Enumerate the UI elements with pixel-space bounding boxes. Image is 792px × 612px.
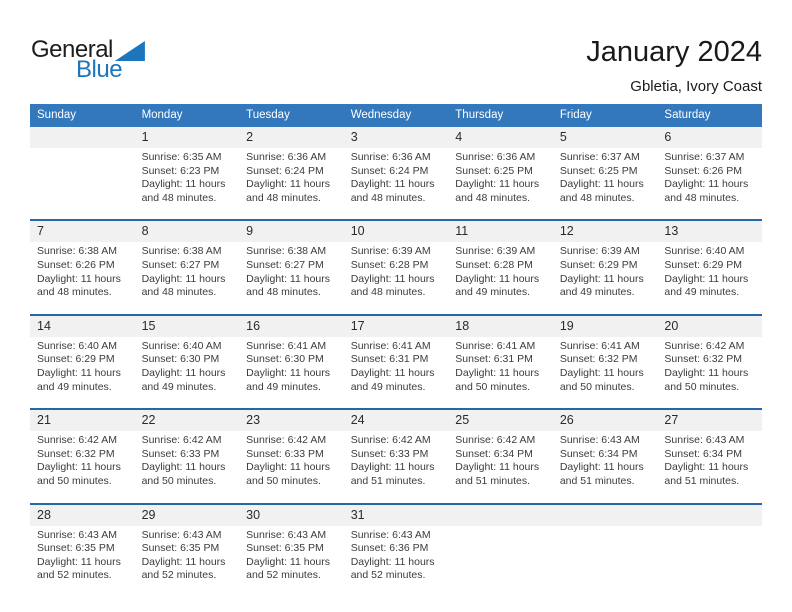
day-number: 10 <box>350 224 365 239</box>
sunrise-text: Sunrise: 6:43 AM <box>664 434 745 447</box>
date-strip <box>30 221 762 242</box>
sunset-text: Sunset: 6:25 PM <box>455 164 533 177</box>
sunrise-text: Sunrise: 6:38 AM <box>246 245 327 258</box>
sunrise-text: Sunrise: 6:42 AM <box>350 434 431 447</box>
weeks-container <box>30 127 762 597</box>
day-info-cell <box>135 337 240 408</box>
day-info-cell <box>553 337 658 408</box>
logo-blue-text: Blue <box>76 56 123 83</box>
daylight-text: Daylight: 11 hours and 48 minutes. <box>246 272 330 299</box>
day-number: 12 <box>559 224 574 239</box>
daylight-text: Daylight: 11 hours and 48 minutes. <box>350 178 435 204</box>
daylight-text: Daylight: 11 hours and 50 minutes. <box>455 366 540 393</box>
daylight-text: Daylight: 11 hours and 48 minutes. <box>246 178 330 204</box>
sunset-text: Sunset: 6:31 PM <box>350 353 429 366</box>
day-number: 3 <box>350 130 358 144</box>
daylight-text: Daylight: 11 hours and 51 minutes. <box>664 461 749 487</box>
month-title: January 2024 <box>586 36 762 68</box>
daylight-text: Daylight: 11 hours and 51 minutes. <box>455 461 540 487</box>
sunset-text: Sunset: 6:27 PM <box>141 258 220 271</box>
sunset-text: Sunset: 6:36 PM <box>350 542 429 555</box>
day-number: 24 <box>350 413 365 428</box>
sunset-text: Sunset: 6:35 PM <box>141 542 220 555</box>
daylight-text: Daylight: 11 hours and 50 minutes. <box>37 461 121 487</box>
sunset-text: Sunset: 6:29 PM <box>559 258 638 271</box>
day-number: 7 <box>37 224 44 239</box>
sunrise-text: Sunrise: 6:41 AM <box>455 339 536 352</box>
day-number: 22 <box>141 413 156 428</box>
day-info-cell <box>30 337 135 408</box>
day-number: 19 <box>559 318 574 333</box>
daylight-text: Daylight: 11 hours and 48 minutes. <box>350 272 435 299</box>
day-number-empty <box>30 127 135 148</box>
day-info-cell <box>553 431 658 502</box>
sunrise-text: Sunrise: 6:42 AM <box>246 434 327 447</box>
sunrise-text: Sunrise: 6:42 AM <box>141 434 222 447</box>
day-info-cell <box>448 431 553 502</box>
daylight-text: Daylight: 11 hours and 48 minutes. <box>37 272 121 299</box>
day-info-cell <box>448 242 553 313</box>
sunrise-text: Sunrise: 6:43 AM <box>350 528 431 541</box>
daylight-text: Daylight: 11 hours and 52 minutes. <box>246 555 330 582</box>
day-info-cell <box>135 148 240 219</box>
sunrise-text: Sunrise: 6:39 AM <box>350 245 431 258</box>
day-info-cell <box>344 148 449 219</box>
week-row <box>30 219 762 313</box>
day-info-cell <box>30 431 135 502</box>
day-number: 1 <box>141 130 149 144</box>
sunset-text: Sunset: 6:30 PM <box>246 353 324 366</box>
day-info-cell-empty <box>448 526 553 597</box>
day-number-empty <box>553 505 658 526</box>
sunset-text: Sunset: 6:35 PM <box>37 542 115 555</box>
sunset-text: Sunset: 6:34 PM <box>455 447 533 460</box>
sunset-text: Sunset: 6:32 PM <box>664 353 743 366</box>
daylight-text: Daylight: 11 hours and 52 minutes. <box>141 555 226 582</box>
day-info-cell <box>30 526 135 597</box>
sunrise-text: Sunrise: 6:37 AM <box>559 151 640 163</box>
sunset-text: Sunset: 6:29 PM <box>664 258 743 271</box>
sunset-text: Sunset: 6:23 PM <box>141 164 220 177</box>
sunset-text: Sunset: 6:30 PM <box>141 353 220 366</box>
sunrise-text: Sunrise: 6:40 AM <box>141 339 222 352</box>
day-number: 4 <box>455 130 463 144</box>
sunrise-text: Sunrise: 6:36 AM <box>246 151 327 163</box>
daylight-text: Daylight: 11 hours and 51 minutes. <box>559 461 644 487</box>
info-row <box>30 431 762 502</box>
sunrise-text: Sunrise: 6:41 AM <box>350 339 431 352</box>
day-number: 17 <box>350 318 365 333</box>
day-info-cell <box>135 242 240 313</box>
day-number: 18 <box>455 318 470 333</box>
date-strip <box>30 127 762 148</box>
day-info-cell <box>135 526 240 597</box>
day-number-empty <box>448 505 553 526</box>
daylight-text: Daylight: 11 hours and 50 minutes. <box>559 366 644 393</box>
sunrise-text: Sunrise: 6:36 AM <box>350 151 431 163</box>
day-info-cell <box>553 148 658 219</box>
day-number: 8 <box>141 224 149 239</box>
sunrise-text: Sunrise: 6:39 AM <box>455 245 536 258</box>
day-number: 13 <box>664 224 679 239</box>
sunset-text: Sunset: 6:27 PM <box>246 258 324 271</box>
sunset-text: Sunset: 6:34 PM <box>664 447 743 460</box>
sunset-text: Sunset: 6:35 PM <box>246 542 324 555</box>
location-subtitle: Gbletia, Ivory Coast <box>630 78 762 95</box>
day-number: 27 <box>664 413 679 428</box>
day-number: 30 <box>246 507 261 522</box>
daylight-text: Daylight: 11 hours and 49 minutes. <box>455 272 540 299</box>
week-row <box>30 503 762 597</box>
daylight-text: Daylight: 11 hours and 48 minutes. <box>664 178 749 204</box>
sunrise-text: Sunrise: 6:41 AM <box>246 339 327 352</box>
sunrise-text: Sunrise: 6:40 AM <box>37 339 117 352</box>
date-strip <box>30 505 762 526</box>
day-info-cell <box>657 337 762 408</box>
sunrise-text: Sunrise: 6:43 AM <box>559 434 640 447</box>
sunrise-text: Sunrise: 6:38 AM <box>37 245 117 258</box>
sunrise-text: Sunrise: 6:40 AM <box>664 245 745 258</box>
daylight-text: Daylight: 11 hours and 50 minutes. <box>246 461 330 487</box>
logo-general-text: General <box>31 36 113 63</box>
day-number: 15 <box>141 318 156 333</box>
sunrise-text: Sunrise: 6:42 AM <box>37 434 117 447</box>
day-info-cell <box>344 242 449 313</box>
sunrise-text: Sunrise: 6:42 AM <box>664 339 745 352</box>
daylight-text: Daylight: 11 hours and 48 minutes. <box>141 178 226 204</box>
day-info-cell <box>448 337 553 408</box>
day-header-friday: Friday <box>559 109 592 121</box>
day-number: 21 <box>37 413 51 428</box>
sunrise-text: Sunrise: 6:38 AM <box>141 245 222 258</box>
day-info-cell-empty <box>30 148 135 219</box>
sunset-text: Sunset: 6:31 PM <box>455 353 533 366</box>
daylight-text: Daylight: 11 hours and 49 minutes. <box>37 366 121 393</box>
sunset-text: Sunset: 6:34 PM <box>559 447 638 460</box>
day-header-wednesday: Wednesday <box>350 109 412 121</box>
sunset-text: Sunset: 6:28 PM <box>455 258 533 271</box>
sunrise-text: Sunrise: 6:43 AM <box>246 528 327 541</box>
day-info-cell <box>344 337 449 408</box>
day-header-row <box>30 104 762 127</box>
day-header-saturday: Saturday <box>664 109 711 121</box>
sunset-text: Sunset: 6:24 PM <box>246 164 324 177</box>
sunset-text: Sunset: 6:32 PM <box>559 353 638 366</box>
sunrise-text: Sunrise: 6:42 AM <box>455 434 536 447</box>
day-number: 23 <box>246 413 261 428</box>
general-blue-logo <box>31 38 145 82</box>
day-number: 5 <box>559 130 567 144</box>
sunrise-text: Sunrise: 6:35 AM <box>141 151 222 163</box>
day-info-cell <box>239 337 344 408</box>
sunrise-text: Sunrise: 6:36 AM <box>455 151 536 163</box>
day-number: 25 <box>455 413 470 428</box>
info-row <box>30 337 762 408</box>
day-number-empty <box>657 505 762 526</box>
day-number: 26 <box>559 413 574 428</box>
daylight-text: Daylight: 11 hours and 51 minutes. <box>350 461 435 487</box>
sunrise-text: Sunrise: 6:37 AM <box>664 151 745 163</box>
sunset-text: Sunset: 6:25 PM <box>559 164 638 177</box>
sunset-text: Sunset: 6:26 PM <box>37 258 115 271</box>
info-row <box>30 242 762 313</box>
daylight-text: Daylight: 11 hours and 48 minutes. <box>559 178 644 204</box>
week-row <box>30 127 762 219</box>
day-info-cell <box>239 148 344 219</box>
sunset-text: Sunset: 6:24 PM <box>350 164 429 177</box>
sunrise-text: Sunrise: 6:39 AM <box>559 245 640 258</box>
day-number: 2 <box>246 130 254 144</box>
sunrise-text: Sunrise: 6:41 AM <box>559 339 640 352</box>
day-info-cell <box>344 526 449 597</box>
day-info-cell <box>448 148 553 219</box>
daylight-text: Daylight: 11 hours and 49 minutes. <box>350 366 435 393</box>
day-number: 29 <box>141 507 156 522</box>
daylight-text: Daylight: 11 hours and 49 minutes. <box>141 366 226 393</box>
day-number: 14 <box>37 318 51 333</box>
daylight-text: Daylight: 11 hours and 50 minutes. <box>664 366 749 393</box>
day-info-cell <box>657 242 762 313</box>
daylight-text: Daylight: 11 hours and 48 minutes. <box>141 272 226 299</box>
week-row <box>30 408 762 502</box>
date-strip <box>30 316 762 337</box>
daylight-text: Daylight: 11 hours and 49 minutes. <box>559 272 644 299</box>
day-info-cell <box>135 431 240 502</box>
day-info-cell <box>657 148 762 219</box>
day-header-tuesday: Tuesday <box>246 109 290 121</box>
sunrise-text: Sunrise: 6:43 AM <box>37 528 117 541</box>
sunset-text: Sunset: 6:28 PM <box>350 258 429 271</box>
daylight-text: Daylight: 11 hours and 50 minutes. <box>141 461 226 487</box>
info-row <box>30 148 762 219</box>
day-number: 11 <box>455 224 469 239</box>
day-number: 31 <box>350 507 365 522</box>
day-info-cell <box>344 431 449 502</box>
day-header-monday: Monday <box>141 109 183 121</box>
day-number: 9 <box>246 224 254 239</box>
day-number: 20 <box>664 318 679 333</box>
title-block <box>586 36 762 95</box>
sunset-text: Sunset: 6:33 PM <box>246 447 324 460</box>
day-info-cell-empty <box>657 526 762 597</box>
day-number: 28 <box>37 507 51 522</box>
day-info-cell <box>239 242 344 313</box>
daylight-text: Daylight: 11 hours and 48 minutes. <box>455 178 540 204</box>
sunset-text: Sunset: 6:33 PM <box>141 447 220 460</box>
daylight-text: Daylight: 11 hours and 52 minutes. <box>37 555 121 582</box>
sunset-text: Sunset: 6:32 PM <box>37 447 115 460</box>
sunset-text: Sunset: 6:26 PM <box>664 164 743 177</box>
day-info-cell <box>553 242 658 313</box>
daylight-text: Daylight: 11 hours and 52 minutes. <box>350 555 435 582</box>
daylight-text: Daylight: 11 hours and 49 minutes. <box>664 272 749 299</box>
info-row <box>30 526 762 597</box>
sunset-text: Sunset: 6:29 PM <box>37 353 115 366</box>
daylight-text: Daylight: 11 hours and 49 minutes. <box>246 366 330 393</box>
day-number: 16 <box>246 318 261 333</box>
day-info-cell-empty <box>553 526 658 597</box>
day-number: 6 <box>664 130 672 144</box>
day-header-sunday: Sunday <box>37 109 77 121</box>
week-row <box>30 314 762 408</box>
sunrise-text: Sunrise: 6:43 AM <box>141 528 222 541</box>
day-info-cell <box>30 242 135 313</box>
day-header-thursday: Thursday <box>455 109 504 121</box>
calendar-table <box>30 104 762 597</box>
sunset-text: Sunset: 6:33 PM <box>350 447 429 460</box>
day-info-cell <box>239 431 344 502</box>
day-info-cell <box>239 526 344 597</box>
date-strip <box>30 410 762 431</box>
logo-triangle-icon <box>115 41 145 61</box>
day-info-cell <box>657 431 762 502</box>
